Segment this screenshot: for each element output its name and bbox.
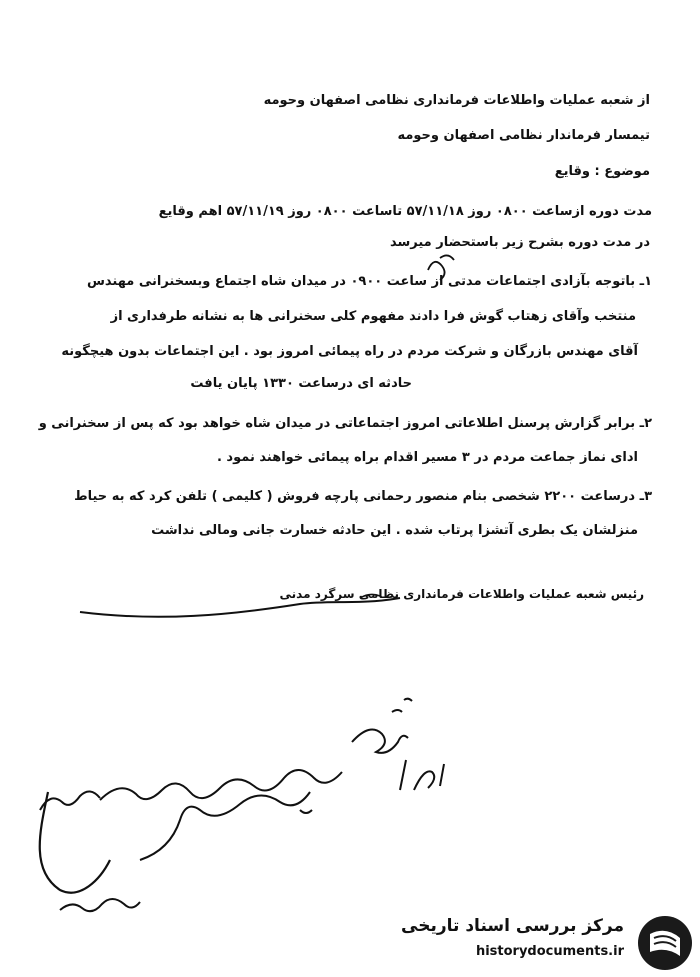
- watermark-url: historydocuments.ir: [475, 944, 624, 959]
- handwritten-date: [400, 760, 444, 790]
- handwritten-note-line-1: [100, 770, 342, 800]
- paragraph-3-line-1: ۳ـ درساعت ۲۲۰۰ شخصی بنام منصور رحمانی پارچه فروش ( کلیمی ) تلفن کرد که به حیاط: [74, 489, 652, 504]
- signature-line: رئیس شعبه عملیات واطلاعات فرمانداری نظامی سرگرد مدنی: [279, 587, 644, 601]
- paragraph-1-line-4: حادثه ای درساعت ۱۳۳۰ پایان یافت: [190, 376, 412, 391]
- paragraph-2-line-1: ۲ـ برابر گزارش پرسنل اطلاعاتی امروز اجتماعاتی در میدان شاه خواهد بود که پس از سخنرانی و: [38, 416, 652, 431]
- inline-correction-mark: [428, 255, 454, 280]
- paragraph-3-line-2: منزلشان یک بطری آتشزا پرتاب شده . این حادثه خسارت جانی ومالی نداشت: [151, 523, 638, 538]
- recipient-line: تیمسار فرماندار نظامی اصفهان وحومه: [397, 128, 650, 143]
- paragraph-1-line-1: ۱ـ باتوجه بآزادی اجتماعات مدتی از ساعت ۰۹۰۰ در میدان شاه اجتماع وبسخنرانی مهندس: [86, 274, 652, 289]
- paragraph-1-line-2: منتخب وآقای زهتاب گوش فرا دادند مفهوم کلی سخنرانی ها به نشانه طرفداری از: [110, 309, 636, 324]
- intro-line-1: مدت دوره ازساعت ۰۸۰۰ روز ۵۷/۱۱/۱۸ تاساعت ۰۸۰۰ روز ۵۷/۱۱/۱۹ اهم وقایع: [158, 204, 652, 219]
- handwritten-note-hook: [40, 792, 110, 893]
- paragraph-2-line-2: ادای نماز جماعت مردم در ۳ مسیر اقدام براه پیمائی خواهند نمود .: [216, 450, 638, 465]
- handwritten-note-line-3: [60, 899, 140, 911]
- archive-watermark: [401, 906, 700, 977]
- intro-line-2: در مدت دوره بشرح زیر باستحضار میرسد: [390, 235, 650, 250]
- subject-line: موضوع : وقایع: [554, 164, 650, 179]
- archive-logo-icon: [636, 914, 694, 972]
- paragraph-1-line-3: آقای مهندس بازرگان و شرکت مردم در راه پیمائی امروز بود . این اجتماعات بدون هیچگونه: [61, 344, 638, 359]
- signature-flourish: [80, 598, 400, 617]
- handwritten-note-line-2: [140, 792, 310, 860]
- handwritten-initials: [352, 699, 412, 753]
- watermark-title: مرکز بررسی اسناد تاریخی: [401, 916, 624, 936]
- sender-line: از شعبه عملیات واطلاعات فرمانداری نظامی اصفهان وحومه: [263, 93, 650, 108]
